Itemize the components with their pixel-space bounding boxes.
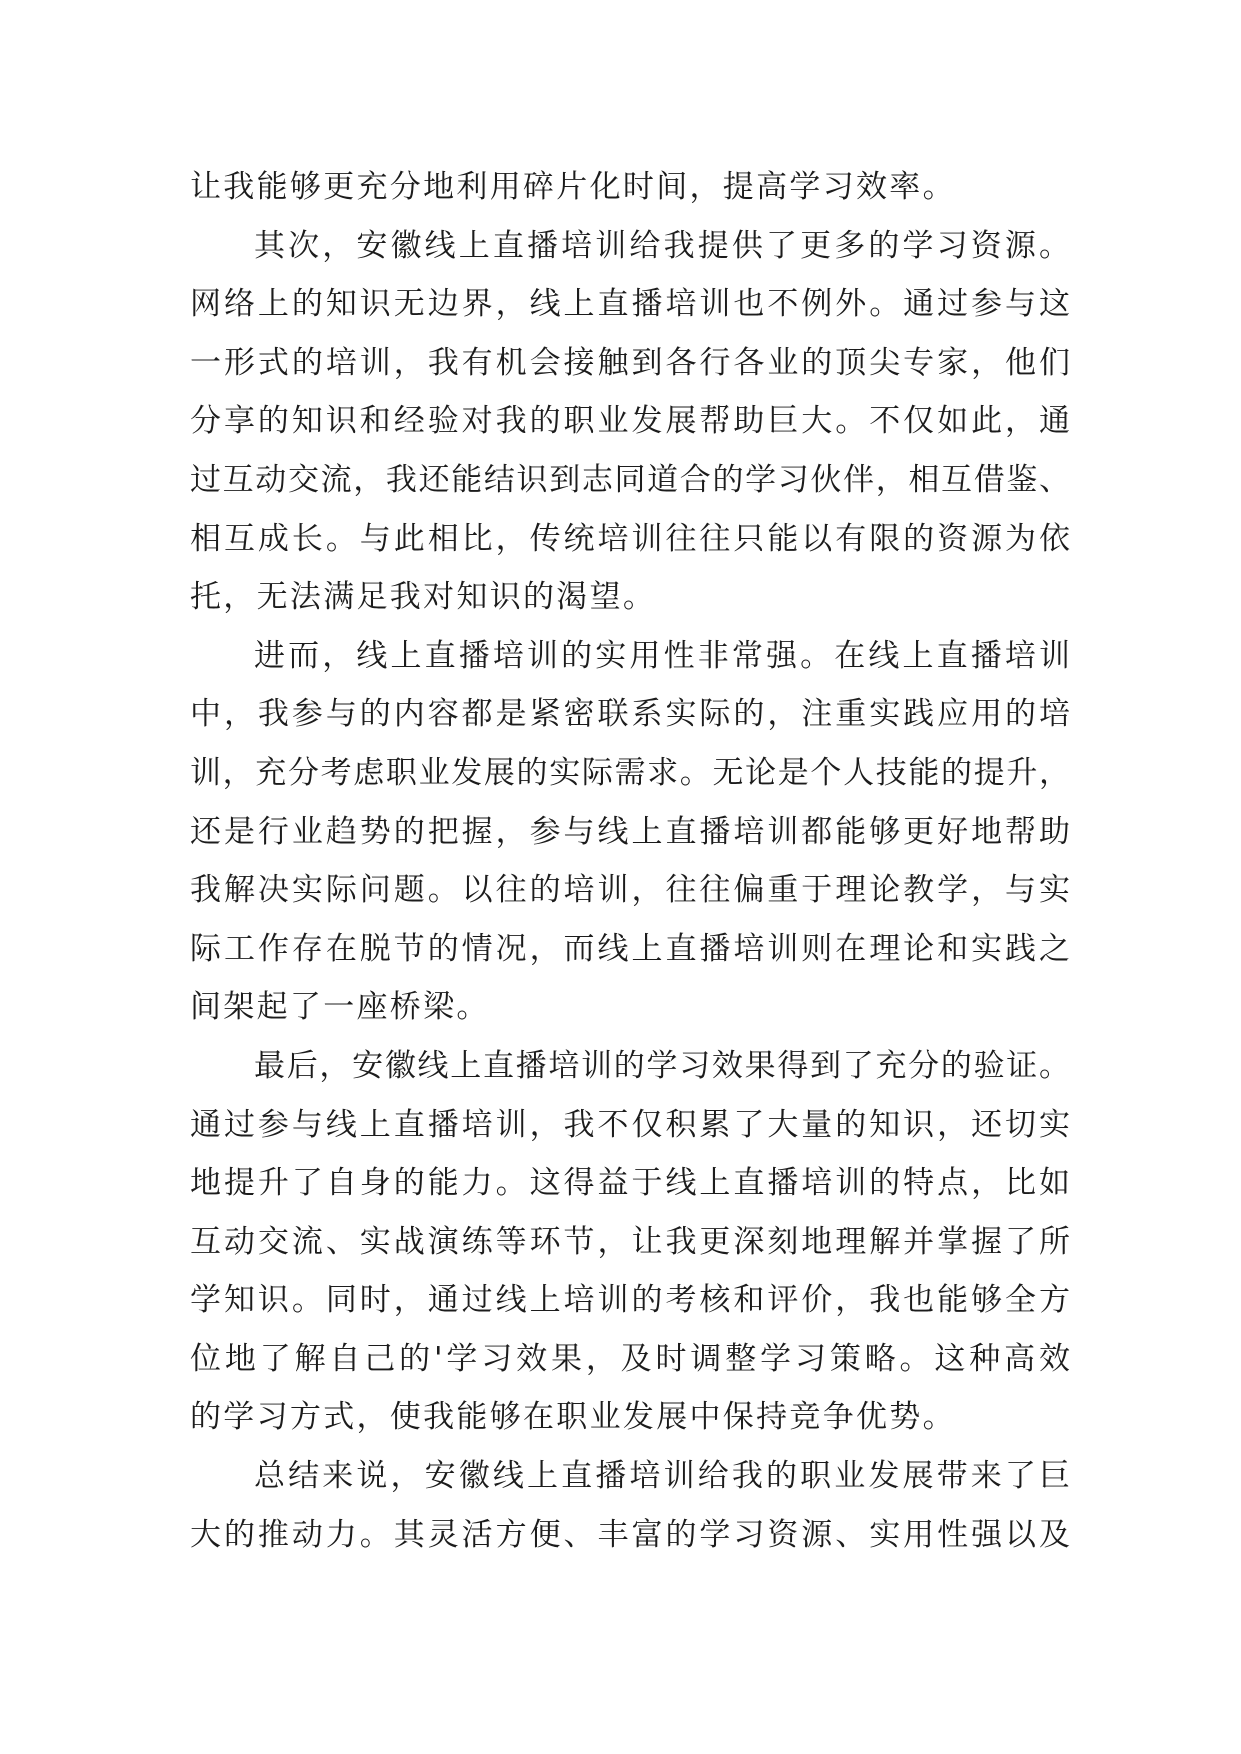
- text-line: [190, 1037, 1070, 1096]
- text-line-content: 还是行业趋势的把握，参与线上直播培训都能够更好地帮助: [190, 813, 1070, 850]
- text-line: [190, 451, 1070, 510]
- text-line: [190, 744, 1070, 803]
- text-line-content: 过互动交流，我还能结识到志同道合的学习伙伴，相互借鉴、: [190, 461, 1070, 498]
- text-line-content: 网络上的知识无边界，线上直播培训也不例外。通过参与这: [190, 286, 1070, 323]
- text-line: [190, 568, 1070, 627]
- text-line: [190, 920, 1070, 979]
- text-line: [190, 803, 1070, 862]
- text-line: [190, 1506, 1070, 1565]
- text-line: [190, 510, 1070, 569]
- text-line-content: 训，充分考虑职业发展的实际需求。无论是个人技能的提升，: [190, 754, 1070, 791]
- text-line: [190, 275, 1070, 334]
- text-line-content: 的学习方式，使我能够在职业发展中保持竞争优势。: [190, 1399, 956, 1436]
- text-line-content: 分享的知识和经验对我的职业发展帮助巨大。不仅如此，通: [190, 403, 1070, 440]
- text-line-content: 其次，安徽线上直播培训给我提供了更多的学习资源。: [254, 227, 1070, 264]
- text-line: [190, 1330, 1070, 1389]
- text-line-content: 进而，线上直播培训的实用性非常强。在线上直播培训: [254, 637, 1070, 674]
- text-line-content: 让我能够更充分地利用碎片化时间，提高学习效率。: [190, 169, 956, 205]
- text-line: [190, 627, 1070, 686]
- text-line-content: 相互成长。与此相比，传统培训往往只能以有限的资源为依: [190, 520, 1070, 557]
- text-line: [190, 1096, 1070, 1155]
- text-line-content: 总结来说，安徽线上直播培训给我的职业发展带来了巨: [254, 1458, 1070, 1495]
- text-line: [190, 861, 1070, 920]
- text-line: [190, 158, 1070, 217]
- text-line: [190, 978, 1070, 1037]
- text-line-content: 最后，安徽线上直播培训的学习效果得到了充分的验证。: [254, 1047, 1070, 1084]
- text-line-content: 大的推动力。其灵活方便、丰富的学习资源、实用性强以及: [190, 1516, 1070, 1553]
- text-line-content: 我解决实际问题。以往的培训，往往偏重于理论教学，与实: [190, 872, 1070, 909]
- text-line: [190, 685, 1070, 744]
- text-line-content: 际工作存在脱节的情况，而线上直播培训则在理论和实践之: [190, 930, 1070, 967]
- text-line-content: 通过参与线上直播培训，我不仅积累了大量的知识，还切实: [190, 1106, 1070, 1143]
- text-line: [190, 334, 1070, 393]
- text-line: [190, 1447, 1070, 1506]
- text-line-content: 地提升了自身的能力。这得益于线上直播培训的特点，比如: [190, 1165, 1070, 1202]
- text-line: [190, 1388, 1070, 1447]
- text-line-content: 一形式的培训，我有机会接触到各行各业的顶尖专家，他们: [190, 344, 1070, 381]
- document-body: [190, 158, 1070, 1564]
- text-line-content: 间架起了一座桥梁。: [190, 989, 490, 1026]
- text-line: [190, 392, 1070, 451]
- text-line-content: 学知识。同时，通过线上培训的考核和评价，我也能够全方: [190, 1282, 1070, 1319]
- text-line: [190, 1154, 1070, 1213]
- text-line-content: 位地了解自己的'学习效果，及时调整学习策略。这种高效: [190, 1340, 1070, 1377]
- text-line: [190, 217, 1070, 276]
- text-line-content: 互动交流、实战演练等环节，让我更深刻地理解并掌握了所: [190, 1223, 1070, 1260]
- text-line-content: 托，无法满足我对知识的渴望。: [190, 579, 657, 616]
- text-line: [190, 1271, 1070, 1330]
- text-line: [190, 1213, 1070, 1272]
- text-line-content: 中，我参与的内容都是紧密联系实际的，注重实践应用的培: [190, 696, 1070, 733]
